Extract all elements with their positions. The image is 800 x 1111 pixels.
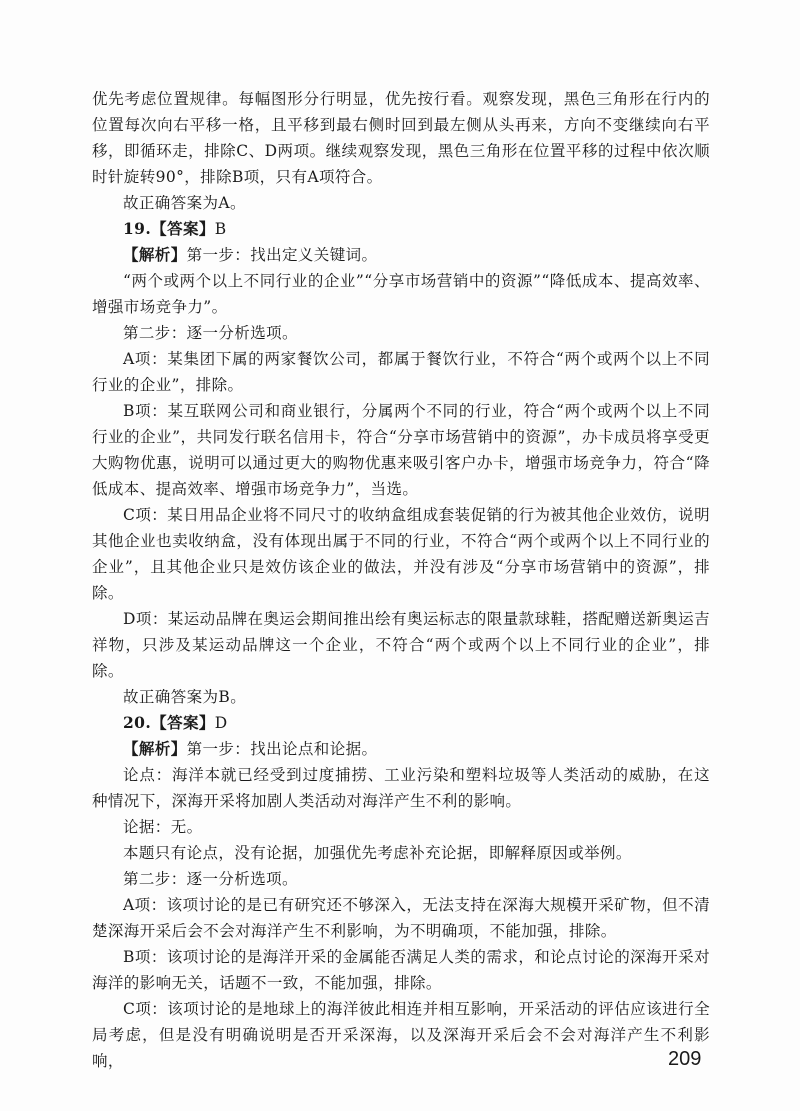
analysis-label: 【解析】 — [123, 739, 187, 758]
question-20-option-b: B项：该项讨论的是海洋开采的金属能否满足人类的需求，和论点讨论的深海开采对海洋的影响无关，话题不一致，不能加强，排除。 — [92, 948, 710, 992]
answer-label: 20.【答案】 — [123, 713, 215, 732]
answer-label: 19.【答案】 — [123, 219, 215, 238]
question-20-argument: 论点：海洋本就已经受到过度捕捞、工业污染和塑料垃圾等人类活动的威胁，在这种情况下，深海开采将加剧人类活动对海洋产生不利的影响。 — [92, 766, 710, 810]
page-number: 209 — [668, 1048, 702, 1070]
paragraph-18-conclusion: 故正确答案为A。 — [123, 194, 246, 212]
question-20-option-c: C项：该项讨论的是地球上的海洋彼此相连并相互影响，开采活动的评估应该进行全局考虑，但是没有明确说明是否开采深海，以及深海开采后会不会对海洋产生不利影响， — [92, 1000, 710, 1070]
question-20-evidence: 论据：无。 — [123, 818, 203, 836]
question-20-analysis-step1: 【解析】第一步：找出论点和论据。 — [123, 739, 378, 758]
question-20-option-a: A项：该项讨论的是已有研究还不够深入，无法支持在深海大规模开采矿物，但不清楚深海开采后会不会对海洋产生不利影响，为不明确项，不能加强，排除。 — [92, 896, 710, 940]
question-20-answer: 20.【答案】D — [123, 713, 228, 732]
paragraph-18-analysis: 优先考虑位置规律。每幅图形分行明显，优先按行看。观察发现，黑色三角形在行内的位置每次向右平移一格，且平移到最右侧时回到最左侧从头再来，方向不变继续向右平移，即循环走，排除C、D两项。继续观察发现，黑色三角形在位置平移的过程中依次顺时针旋转90°，排除B项，只有A项符合。 — [92, 90, 710, 186]
question-19-option-b: B项：某互联网公司和商业银行，分属两个不同的行业，符合“两个或两个以上不同行业的企业”，共同发行联名信用卡，符合“分享市场营销中的资源”，办卡成员将享受更大购物优惠，说明可以通过更大的购物优惠来吸引客户办卡，增强市场竞争力，符合“降低成本、提高效率、增强市场竞争力”，当选。 — [92, 402, 710, 498]
answer-explanation-text — [92, 86, 710, 1074]
analysis-label: 【解析】 — [123, 245, 187, 264]
question-19-step2: 第二步：逐一分析选项。 — [123, 324, 298, 342]
question-19-option-d: D项：某运动品牌在奥运会期间推出绘有奥运标志的限量款球鞋，搭配赠送新奥运吉祥物，只涉及某运动品牌这一个企业，不符合“两个或两个以上不同行业的企业”，排除。 — [92, 610, 710, 680]
question-19-answer: 19.【答案】B — [123, 219, 227, 238]
question-19-option-a: A项：某集团下属的两家餐饮公司，都属于餐饮行业，不符合“两个或两个以上不同行业的企业”，排除。 — [92, 350, 710, 394]
question-20-approach: 本题只有论点，没有论据，加强优先考虑补充论据，即解释原因或举例。 — [123, 844, 632, 862]
question-19-analysis-step1: 【解析】第一步：找出定义关键词。 — [123, 245, 378, 264]
question-19-conclusion: 故正确答案为B。 — [123, 688, 247, 706]
question-20-step2: 第二步：逐一分析选项。 — [123, 870, 298, 888]
question-19-option-c: C项：某日用品企业将不同尺寸的收纳盒组成套装促销的行为被其他企业效仿，说明其他企业也卖收纳盒，没有体现出属于不同的行业，不符合“两个或两个以上不同行业的企业”，且其他企业只是效仿该企业的做法，并没有涉及“分享市场营销中的资源”，排除。 — [92, 506, 710, 602]
question-19-keywords: “两个或两个以上不同行业的企业”“分享市场营销中的资源”“降低成本、提高效率、增强市场竞争力”。 — [92, 272, 710, 316]
